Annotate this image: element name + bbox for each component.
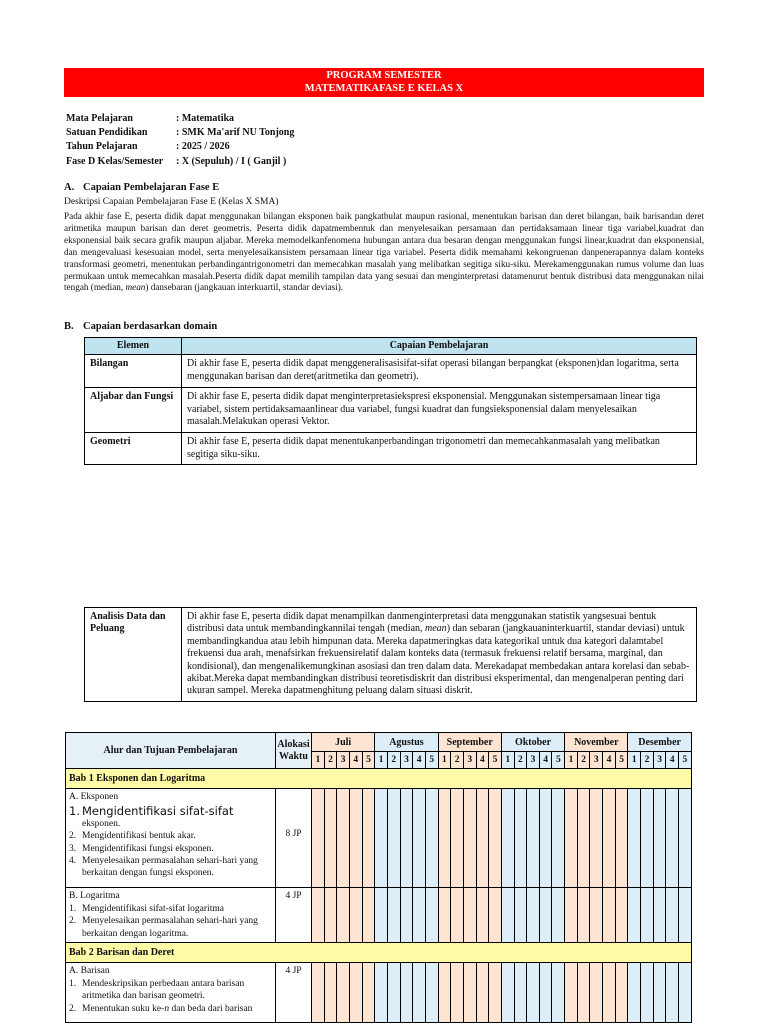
- week-cell: [501, 888, 514, 943]
- week-number: 1: [375, 752, 388, 769]
- info-value: : Matematika: [176, 113, 235, 124]
- week-cell: [375, 888, 388, 943]
- week-number: 5: [425, 752, 438, 769]
- week-cell: [679, 888, 692, 943]
- week-number: 5: [679, 752, 692, 769]
- item-text: Mengidentifikasi sifat-sifat logaritma: [82, 904, 224, 915]
- info-value: : X (Sepuluh) / I ( Ganjil ): [176, 155, 287, 167]
- week-number: 5: [489, 752, 502, 769]
- week-number: 3: [590, 752, 603, 769]
- list-item: [69, 903, 272, 915]
- week-cell: [615, 963, 628, 1023]
- week-cell: [387, 963, 400, 1023]
- week-cell: [476, 963, 489, 1023]
- week-cell: [653, 789, 666, 888]
- sub-topic: B. Logaritma: [69, 891, 120, 901]
- alokasi-line-2: Waktu: [279, 750, 308, 762]
- week-cell: [337, 888, 350, 943]
- week-cell: [463, 789, 476, 888]
- week-cell: [387, 789, 400, 888]
- capaian-cell: Di akhir fase E, peserta didik dapat menggeneralisasisifat-sifat operasi bilangan berpangkat (eksponen)dan logaritma, serta menggunakan barisan dan deret(aritmetika dan geometri).: [182, 355, 697, 388]
- info-label: Mata Pelajaran: [66, 113, 133, 124]
- item-text-part: dan beda dari barisan: [169, 1003, 253, 1014]
- item-text: Menyelesaikan permasalahan sehari-hari yang berkaitan dengan logaritma.: [82, 916, 258, 939]
- week-cell: [552, 789, 565, 888]
- week-cell: [590, 789, 603, 888]
- column-header-atp: Alur dan Tujuan Pembelajaran: [66, 733, 276, 769]
- capaian-text: Di akhir fase E, peserta didik dapat menampilkan danmenginterpretasi data menggunakan statistik yangsesuai bentuk distribusi data untuk membandingkannilai tengah (median,: [187, 611, 657, 635]
- item-number: 1.: [69, 904, 77, 915]
- week-number: 5: [362, 752, 375, 769]
- month-header: Juli: [312, 733, 375, 752]
- week-number: 2: [641, 752, 654, 769]
- week-number: 1: [312, 752, 325, 769]
- week-cell: [615, 789, 628, 888]
- week-cell: [362, 963, 375, 1023]
- week-number: 4: [349, 752, 362, 769]
- capaian-cell: [182, 608, 697, 702]
- info-row: [66, 155, 294, 169]
- domain-table: [84, 337, 697, 465]
- section-number: A.: [64, 182, 75, 193]
- section-a-heading: [64, 182, 219, 193]
- week-cell: [489, 888, 502, 943]
- week-cell: [501, 963, 514, 1023]
- section-b-heading: [64, 321, 217, 332]
- week-number: 1: [565, 752, 578, 769]
- week-cell: [349, 789, 362, 888]
- week-cell: [590, 888, 603, 943]
- alokasi-line-1: Alokasi: [277, 738, 310, 750]
- info-label: Tahun Pelajaran: [66, 141, 138, 153]
- week-number: 2: [324, 752, 337, 769]
- time-allocation: 4 JP: [276, 963, 312, 1023]
- week-cell: [514, 789, 527, 888]
- week-cell: [679, 963, 692, 1023]
- week-cell: [577, 963, 590, 1023]
- week-cell: [425, 888, 438, 943]
- item-number: 4.: [69, 855, 77, 866]
- week-cell: [628, 789, 641, 888]
- week-cell: [653, 888, 666, 943]
- para-text: ) dansebaran (jangkauan interkuartil, standar deviasi).: [145, 282, 344, 293]
- item-number: 2.: [69, 1003, 77, 1014]
- week-cell: [552, 963, 565, 1023]
- week-cell: [337, 789, 350, 888]
- table-row: [85, 608, 697, 702]
- week-cell: [666, 963, 679, 1023]
- week-cell: [615, 888, 628, 943]
- week-number: 2: [387, 752, 400, 769]
- sub-topic: A. Eksponen: [69, 792, 119, 802]
- section-a-subtitle: Deskripsi Capaian Pembelajaran Fase E (Kelas X SMA): [64, 197, 279, 207]
- info-row: [66, 112, 294, 126]
- document-title-banner: [64, 68, 704, 97]
- week-number: 3: [653, 752, 666, 769]
- week-cell: [577, 888, 590, 943]
- week-cell: [590, 963, 603, 1023]
- table-row: [66, 789, 692, 888]
- week-cell: [653, 963, 666, 1023]
- item-number: 1.: [69, 804, 80, 819]
- month-header: September: [438, 733, 501, 752]
- week-cell: [539, 888, 552, 943]
- list-item: [69, 830, 272, 842]
- list-item-continuation: eksponen.: [82, 819, 121, 830]
- month-header: Desember: [628, 733, 691, 752]
- week-cell: [666, 888, 679, 943]
- week-number: 3: [337, 752, 350, 769]
- table-row: [85, 433, 697, 465]
- week-number: 4: [666, 752, 679, 769]
- week-cell: [565, 888, 578, 943]
- table-row: [66, 888, 692, 943]
- column-header-alokasi: [276, 733, 312, 769]
- week-cell: [463, 963, 476, 1023]
- capaian-text: ) dan sebaran (jangkauaninterkuartil, standar deviasi) untuk membandingkandua atau lebih himpunan data. Mereka dapatmeringkas data kategorikal untuk dua kategori dalamtabel frekuensi dua arah, menafsirkan frekuensirelatif dalam konteks data (termasuk frekuensi relatif bersama, marginal, dan kondisional), dan mengenalikemungkinan asosiasi dan tren dalam data. Merekadapat membedakan antara korelasi dan sebab-akibat.Mereka dapat membandingkan distribusi teoretisdiskrit dan distribusi eksperimental, dan mengenalperan penting dari ukuran sampel. Mereka dapatmenghitung peluang dalam situasi diskrit.: [187, 623, 690, 697]
- table-row: [85, 388, 697, 433]
- week-cell: [641, 888, 654, 943]
- week-cell: [375, 789, 388, 888]
- month-header: Agustus: [375, 733, 438, 752]
- week-cell: [400, 888, 413, 943]
- item-number: 2.: [69, 916, 77, 927]
- week-cell: [666, 789, 679, 888]
- week-cell: [362, 789, 375, 888]
- week-cell: [324, 888, 337, 943]
- week-cell: [400, 963, 413, 1023]
- capaian-cell: Di akhir fase E, peserta didik dapat menginterpretasiekspresi eksponensial. Menggunakan sistempersamaan linear tiga variabel, sistem pertidaksamaanlinear dua variabel, fungsi kuadrat dan fungsieksponensial dalam menyelesaikan masalah.Melakukan operasi Vektor.: [182, 388, 697, 433]
- week-cell: [463, 888, 476, 943]
- info-row: [66, 126, 294, 140]
- para-emphasis: mean: [125, 282, 146, 293]
- week-cell: [552, 888, 565, 943]
- week-cell: [577, 789, 590, 888]
- week-cell: [349, 963, 362, 1023]
- column-header-capaian: Capaian Pembelajaran: [182, 338, 697, 355]
- week-cell: [413, 963, 426, 1023]
- week-cell: [679, 789, 692, 888]
- week-number: 1: [438, 752, 451, 769]
- objective-cell: [66, 888, 276, 943]
- week-cell: [489, 963, 502, 1023]
- time-allocation: 4 JP: [276, 888, 312, 943]
- week-number: 1: [501, 752, 514, 769]
- column-header-elemen: Elemen: [85, 338, 182, 355]
- week-cell: [527, 963, 540, 1023]
- schedule-table: [65, 732, 692, 1023]
- capaian-emphasis: mean: [425, 623, 447, 635]
- week-cell: [324, 963, 337, 1023]
- week-cell: [565, 963, 578, 1023]
- week-cell: [438, 888, 451, 943]
- section-title: Capaian Pembelajaran Fase E: [83, 182, 220, 193]
- week-cell: [413, 789, 426, 888]
- week-cell: [362, 888, 375, 943]
- capaian-cell: Di akhir fase E, peserta didik dapat menentukanperbandingan trigonometri dan memecahkanmasalah yang melibatkan segitiga siku-siku.: [182, 433, 697, 465]
- info-row: [66, 140, 294, 154]
- item-number: 2.: [69, 831, 77, 842]
- week-number: 5: [615, 752, 628, 769]
- identity-block: [66, 112, 294, 169]
- chapter-row: [66, 769, 692, 789]
- week-number: 3: [463, 752, 476, 769]
- elemen-cell: Analisis Data dan Peluang: [85, 608, 182, 702]
- list-item: [69, 915, 272, 939]
- week-cell: [628, 963, 641, 1023]
- week-cell: [451, 789, 464, 888]
- table-header-row: [85, 338, 697, 355]
- week-number: 2: [514, 752, 527, 769]
- week-cell: [641, 963, 654, 1023]
- table-row: [85, 355, 697, 388]
- month-header: November: [565, 733, 628, 752]
- elemen-cell: Bilangan: [85, 355, 182, 388]
- week-cell: [312, 963, 325, 1023]
- item-text: Mengidentifikasi bentuk akar.: [82, 831, 196, 842]
- week-cell: [451, 963, 464, 1023]
- month-header-row: [66, 733, 692, 752]
- week-cell: [527, 888, 540, 943]
- objective-cell: [66, 963, 276, 1023]
- week-cell: [565, 789, 578, 888]
- section-number: B.: [64, 321, 74, 332]
- section-title: Capaian berdasarkan domain: [83, 321, 218, 332]
- title-line-2: MATEMATIKAFASE E KELAS X: [304, 83, 464, 94]
- para-text: Pada akhir fase E, peserta didik dapat menggunakan bilangan eksponen baik pangkatbulat maupun rasional, menentukan barisan dan deret bilangan, baik barisandan deret aritmetika maupun barisan dan deret geometris. Peserta didik dapatmembentuk dan menyelesaikan persamaan dan pertidaksamaan linear tiga variabel,kuadrat dan eksponensial baik secara grafik maupun aljabar. Mereka memodelkanfenomena hubungan antara dua besaran dengan menggunakan fungsi linear,kuadrat dan eksponensial, dan mengevaluasi kesesuaian model, serta menyelesaikansistem persamaan linear tiga variabel. Peserta didik memahami kekongruenan danpenerapannya dalam konteks transformasi geometri, menentukan perbandingantrigonometri dan memecahkan masalah yang melibatkan segitiga siku-siku. Merekamenggunakan rumus volume dan luas permukaan untuk memecahkan masalah.Peserta didik dapat memilih tampilan data yang sesuai dan menginterpretasi datamenurut bentuk distribusi data menggunakan nilai tengah (median,: [64, 211, 704, 293]
- week-cell: [603, 963, 616, 1023]
- week-cell: [375, 963, 388, 1023]
- week-cell: [413, 888, 426, 943]
- item-text: Mengidentifikasi sifat-sifat: [82, 804, 234, 819]
- item-text: Mendeskripsikan perbedaan antara barisan aritmetika dan barisan geometri.: [82, 979, 245, 1002]
- week-cell: [539, 789, 552, 888]
- info-value: : 2025 / 2026: [176, 141, 230, 153]
- section-a-paragraph: [64, 211, 704, 294]
- chapter-row: [66, 943, 692, 963]
- week-number: 5: [552, 752, 565, 769]
- info-value: : SMK Ma'arif NU Tonjong: [176, 127, 295, 139]
- week-cell: [603, 888, 616, 943]
- month-header: Oktober: [501, 733, 564, 752]
- week-cell: [324, 789, 337, 888]
- week-cell: [425, 963, 438, 1023]
- week-cell: [400, 789, 413, 888]
- title-line-1: PROGRAM SEMESTER: [326, 70, 442, 81]
- week-cell: [425, 789, 438, 888]
- week-cell: [539, 963, 552, 1023]
- sub-topic: A. Barisan: [69, 966, 110, 976]
- week-cell: [337, 963, 350, 1023]
- week-cell: [514, 888, 527, 943]
- list-item: [69, 804, 272, 818]
- table-row: [66, 963, 692, 1023]
- week-cell: [387, 888, 400, 943]
- week-cell: [438, 963, 451, 1023]
- list-item: [69, 978, 272, 1002]
- week-number: 2: [451, 752, 464, 769]
- elemen-cell: Aljabar dan Fungsi: [85, 388, 182, 433]
- list-item: [69, 1003, 272, 1015]
- week-number: 4: [476, 752, 489, 769]
- week-cell: [349, 888, 362, 943]
- domain-table-continued: [84, 607, 697, 702]
- week-cell: [476, 789, 489, 888]
- item-text: [82, 1003, 252, 1015]
- week-cell: [476, 888, 489, 943]
- week-number: 4: [603, 752, 616, 769]
- item-text-emphasis: n: [164, 1003, 170, 1014]
- list-item: [69, 855, 272, 879]
- chapter-title: Bab 1 Eksponen dan Logaritma: [66, 769, 692, 789]
- info-label: Fase D Kelas/Semester: [66, 155, 164, 167]
- week-cell: [312, 888, 325, 943]
- week-cell: [312, 789, 325, 888]
- elemen-cell: Geometri: [85, 433, 182, 465]
- item-text-part: Menentukan suku ke-: [82, 1003, 165, 1014]
- item-number: 3.: [69, 843, 77, 854]
- week-cell: [501, 789, 514, 888]
- list-item: [69, 843, 272, 855]
- week-cell: [489, 789, 502, 888]
- week-number: 4: [539, 752, 552, 769]
- week-number: 3: [400, 752, 413, 769]
- objective-cell: [66, 789, 276, 888]
- item-text: Mengidentifikasi fungsi eksponen.: [82, 843, 214, 854]
- week-number: 3: [527, 752, 540, 769]
- week-number: 1: [628, 752, 641, 769]
- week-cell: [527, 789, 540, 888]
- chapter-title: Bab 2 Barisan dan Deret: [66, 943, 692, 963]
- week-cell: [641, 789, 654, 888]
- week-cell: [451, 888, 464, 943]
- time-allocation: 8 JP: [276, 789, 312, 888]
- week-cell: [514, 963, 527, 1023]
- week-cell: [603, 789, 616, 888]
- week-number: 2: [577, 752, 590, 769]
- week-number: 4: [413, 752, 426, 769]
- item-text: Menyelesaikan permasalahan sehari-hari yang berkaitan dengan fungsi eksponen.: [82, 855, 258, 879]
- week-cell: [628, 888, 641, 943]
- info-label: Satuan Pendidikan: [66, 127, 148, 139]
- item-number: 1.: [69, 979, 77, 990]
- week-cell: [438, 789, 451, 888]
